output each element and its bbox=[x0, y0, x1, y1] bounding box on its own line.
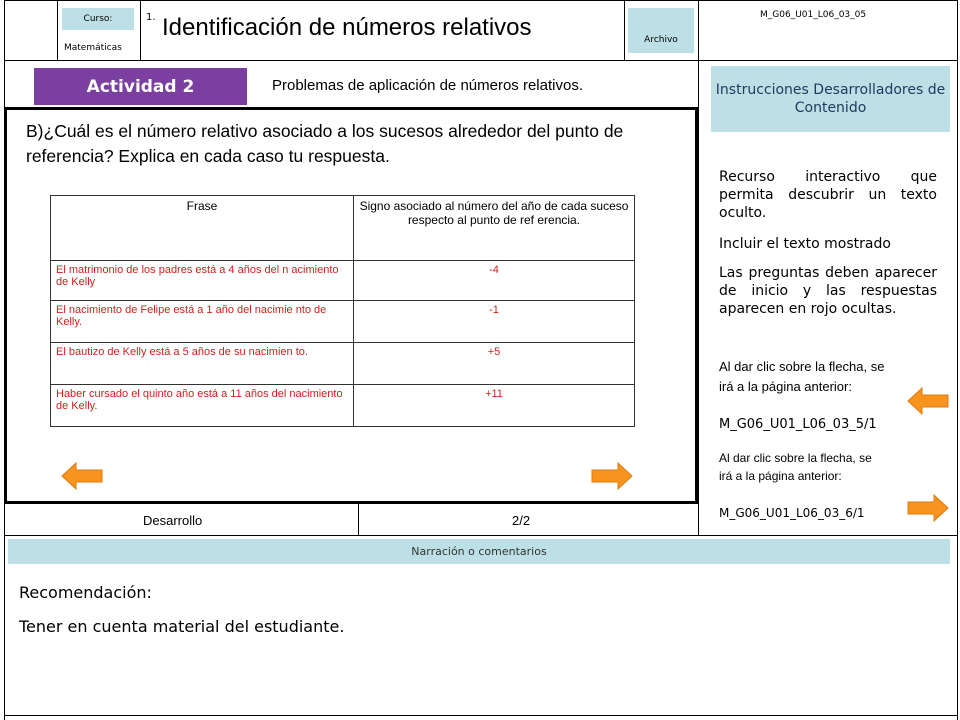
table-header-phrase: Frase bbox=[51, 196, 354, 261]
table-row bbox=[51, 261, 635, 301]
side-panel-divider bbox=[698, 60, 699, 535]
side-next-arrow-icon[interactable] bbox=[906, 493, 950, 523]
relative-numbers-table bbox=[50, 195, 635, 427]
section-label: Desarrollo bbox=[143, 513, 203, 528]
side-nav-prev-line2: irá a la página anterior: bbox=[719, 379, 852, 394]
header-col-divider-3 bbox=[624, 0, 625, 60]
recommendation-title: Recomendación: bbox=[19, 583, 152, 602]
table-cell-value[interactable]: -1 bbox=[354, 301, 635, 343]
archivo-label: Archivo bbox=[628, 8, 694, 53]
subject-label: Matemáticas bbox=[64, 43, 122, 53]
table-cell-phrase: El bautizo de Kelly está a 5 años de su nacimien to. bbox=[51, 343, 354, 385]
lesson-number: 1. bbox=[146, 12, 156, 23]
page-count: 2/2 bbox=[512, 513, 531, 528]
table-cell-phrase: Haber cursado el quinto año está a 11 años del nacimiento de Kelly. bbox=[51, 385, 354, 427]
table-cell-phrase: El nacimiento de Felipe está a 1 año del nacimie nto de Kelly. bbox=[51, 301, 354, 343]
outer-border-right bbox=[957, 0, 958, 720]
side-instruction-2: Incluir el texto mostrado bbox=[719, 236, 891, 252]
outer-border-bottom bbox=[4, 715, 958, 716]
side-previous-arrow-icon[interactable] bbox=[906, 386, 950, 416]
page-title: Identificación de números relativos bbox=[162, 14, 532, 41]
table-cell-value[interactable]: -4 bbox=[354, 261, 635, 301]
table-row bbox=[51, 301, 635, 343]
next-arrow-icon[interactable] bbox=[590, 461, 634, 491]
dev-pages-divider bbox=[358, 504, 359, 535]
file-code: M_G06_U01_L06_03_05 bbox=[760, 10, 867, 20]
side-nav-next-line2: irá a la página anterior: bbox=[719, 469, 842, 483]
header-col-divider-4 bbox=[698, 0, 699, 60]
narration-header: Narración o comentarios bbox=[8, 539, 950, 564]
header-col-divider-2 bbox=[140, 0, 141, 60]
outer-border-top bbox=[4, 0, 958, 1]
side-instruction-3: Las preguntas deben aparecer de inicio y las respuestas aparecen en rojo ocultas. bbox=[719, 265, 937, 318]
activity-badge: Actividad 2 bbox=[34, 68, 247, 105]
curso-label: Curso: bbox=[62, 8, 134, 30]
table-cell-phrase: El matrimonio de los padres está a 4 años del n acimiento de Kelly bbox=[51, 261, 354, 301]
footer-divider bbox=[4, 535, 958, 536]
side-nav-next-code: M_G06_U01_L06_03_6/1 bbox=[719, 506, 865, 520]
side-instruction-1: Recurso interactivo que permita descubrir un texto oculto. bbox=[719, 169, 937, 222]
table-row bbox=[51, 343, 635, 385]
table-header-sign: Signo asociado al número del año de cada suceso respecto al punto de ref erencia. bbox=[354, 196, 635, 261]
table-cell-value[interactable]: +11 bbox=[354, 385, 635, 427]
table-cell-value[interactable]: +5 bbox=[354, 343, 635, 385]
recommendation-text: Tener en cuenta material del estudiante. bbox=[19, 617, 345, 636]
instructions-title: Instrucciones Desarrolladores de Contenido bbox=[711, 66, 950, 132]
table-header-row bbox=[51, 196, 635, 261]
side-nav-next-line1: Al dar clic sobre la flecha, se bbox=[719, 451, 872, 465]
side-nav-prev-line1: Al dar clic sobre la flecha, se bbox=[719, 359, 885, 374]
header-col-divider-1 bbox=[57, 0, 58, 60]
header-divider bbox=[4, 60, 958, 61]
side-nav-prev-code: M_G06_U01_L06_03_5/1 bbox=[719, 417, 877, 432]
table-row bbox=[51, 385, 635, 427]
question-text: B)¿Cuál es el número relativo asociado a los sucesos alrededor del punto de referencia? Explica en cada caso tu respuesta. bbox=[26, 121, 624, 166]
previous-arrow-icon[interactable] bbox=[60, 461, 104, 491]
activity-subtitle: Problemas de aplicación de números relativos. bbox=[272, 77, 583, 94]
